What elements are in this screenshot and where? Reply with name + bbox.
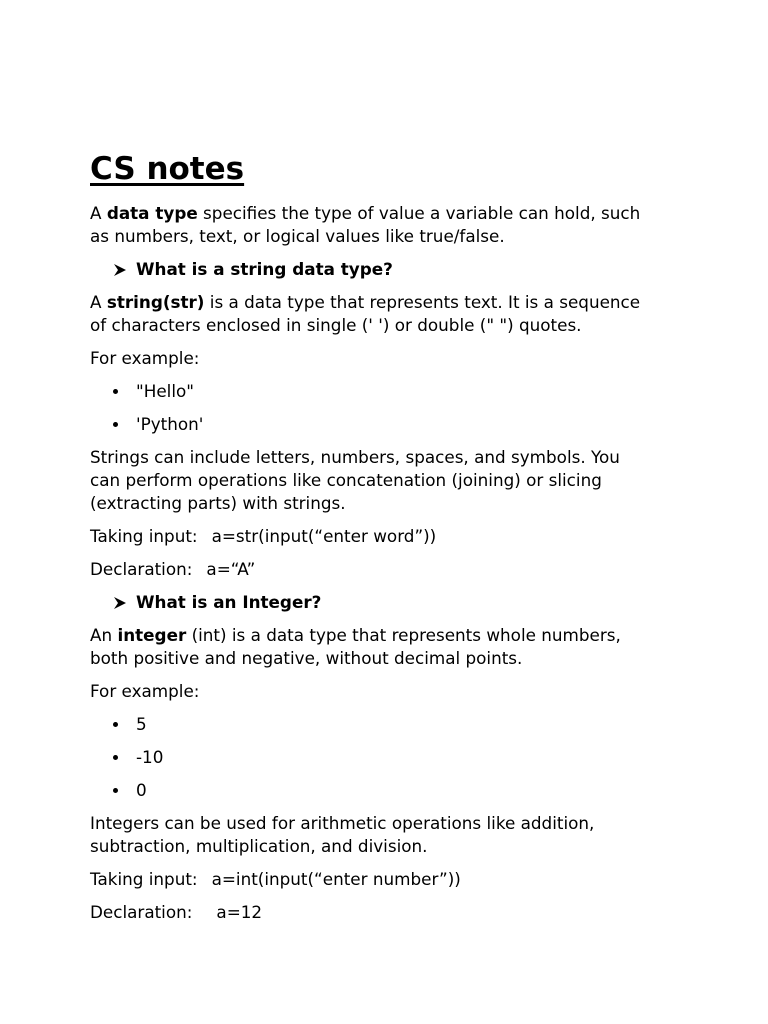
code-snippet: a=int(input(“enter number”)) <box>211 869 461 889</box>
arrow-bullet-icon <box>112 595 128 611</box>
code-snippet: a=str(input(“enter word”)) <box>211 526 437 546</box>
term-integer: integer <box>117 625 187 645</box>
string-description: Strings can include letters, numbers, spaces, and symbols. You can perform operations like concatenation (joining) or slicing (extracting parts) with strings. <box>90 447 620 513</box>
integer-input-example: Taking input: a=int(input(“enter number”)) <box>90 869 461 889</box>
list-item: -10 <box>90 746 678 769</box>
code-snippet: a=12 <box>216 902 263 922</box>
intro-paragraph: A data type specifies the type of value a variable can hold, such as numbers, text, or logical values like true/false. <box>90 203 641 246</box>
bullet-dot-icon <box>113 722 118 727</box>
integer-description: Integers can be used for arithmetic operations like addition, subtraction, multiplication, and division. <box>90 813 595 856</box>
bullet-dot-icon <box>113 788 118 793</box>
example-label: For example: <box>90 348 200 368</box>
string-definition: A string(str) is a data type that represents text. It is a sequence of characters enclosed in single (' ') or double (" ") quotes. <box>90 292 641 335</box>
term-string: string(str) <box>106 292 205 312</box>
bullet-dot-icon <box>113 422 118 427</box>
list-item: 5 <box>90 713 678 736</box>
list-item: 0 <box>90 779 678 802</box>
section-heading-integer: What is an Integer? <box>90 591 678 614</box>
string-declaration-example: Declaration: a=“A” <box>90 559 256 579</box>
bullet-dot-icon <box>113 755 118 760</box>
integer-definition: An integer (int) is a data type that represents whole numbers, both positive and negative, without decimal points. <box>90 625 621 668</box>
list-item: "Hello" <box>90 380 678 403</box>
arrow-bullet-icon <box>112 262 128 278</box>
code-snippet: a=“A” <box>206 559 256 579</box>
integer-declaration-example: Declaration: a=12 <box>90 902 263 922</box>
string-input-example: Taking input: a=str(input(“enter word”)) <box>90 526 437 546</box>
list-item: 'Python' <box>90 413 678 436</box>
bullet-dot-icon <box>113 389 118 394</box>
example-label: For example: <box>90 681 200 701</box>
page-title: CS notes <box>90 151 245 187</box>
term-data-type: data type <box>106 203 198 223</box>
section-heading-string: What is a string data type? <box>90 258 678 281</box>
